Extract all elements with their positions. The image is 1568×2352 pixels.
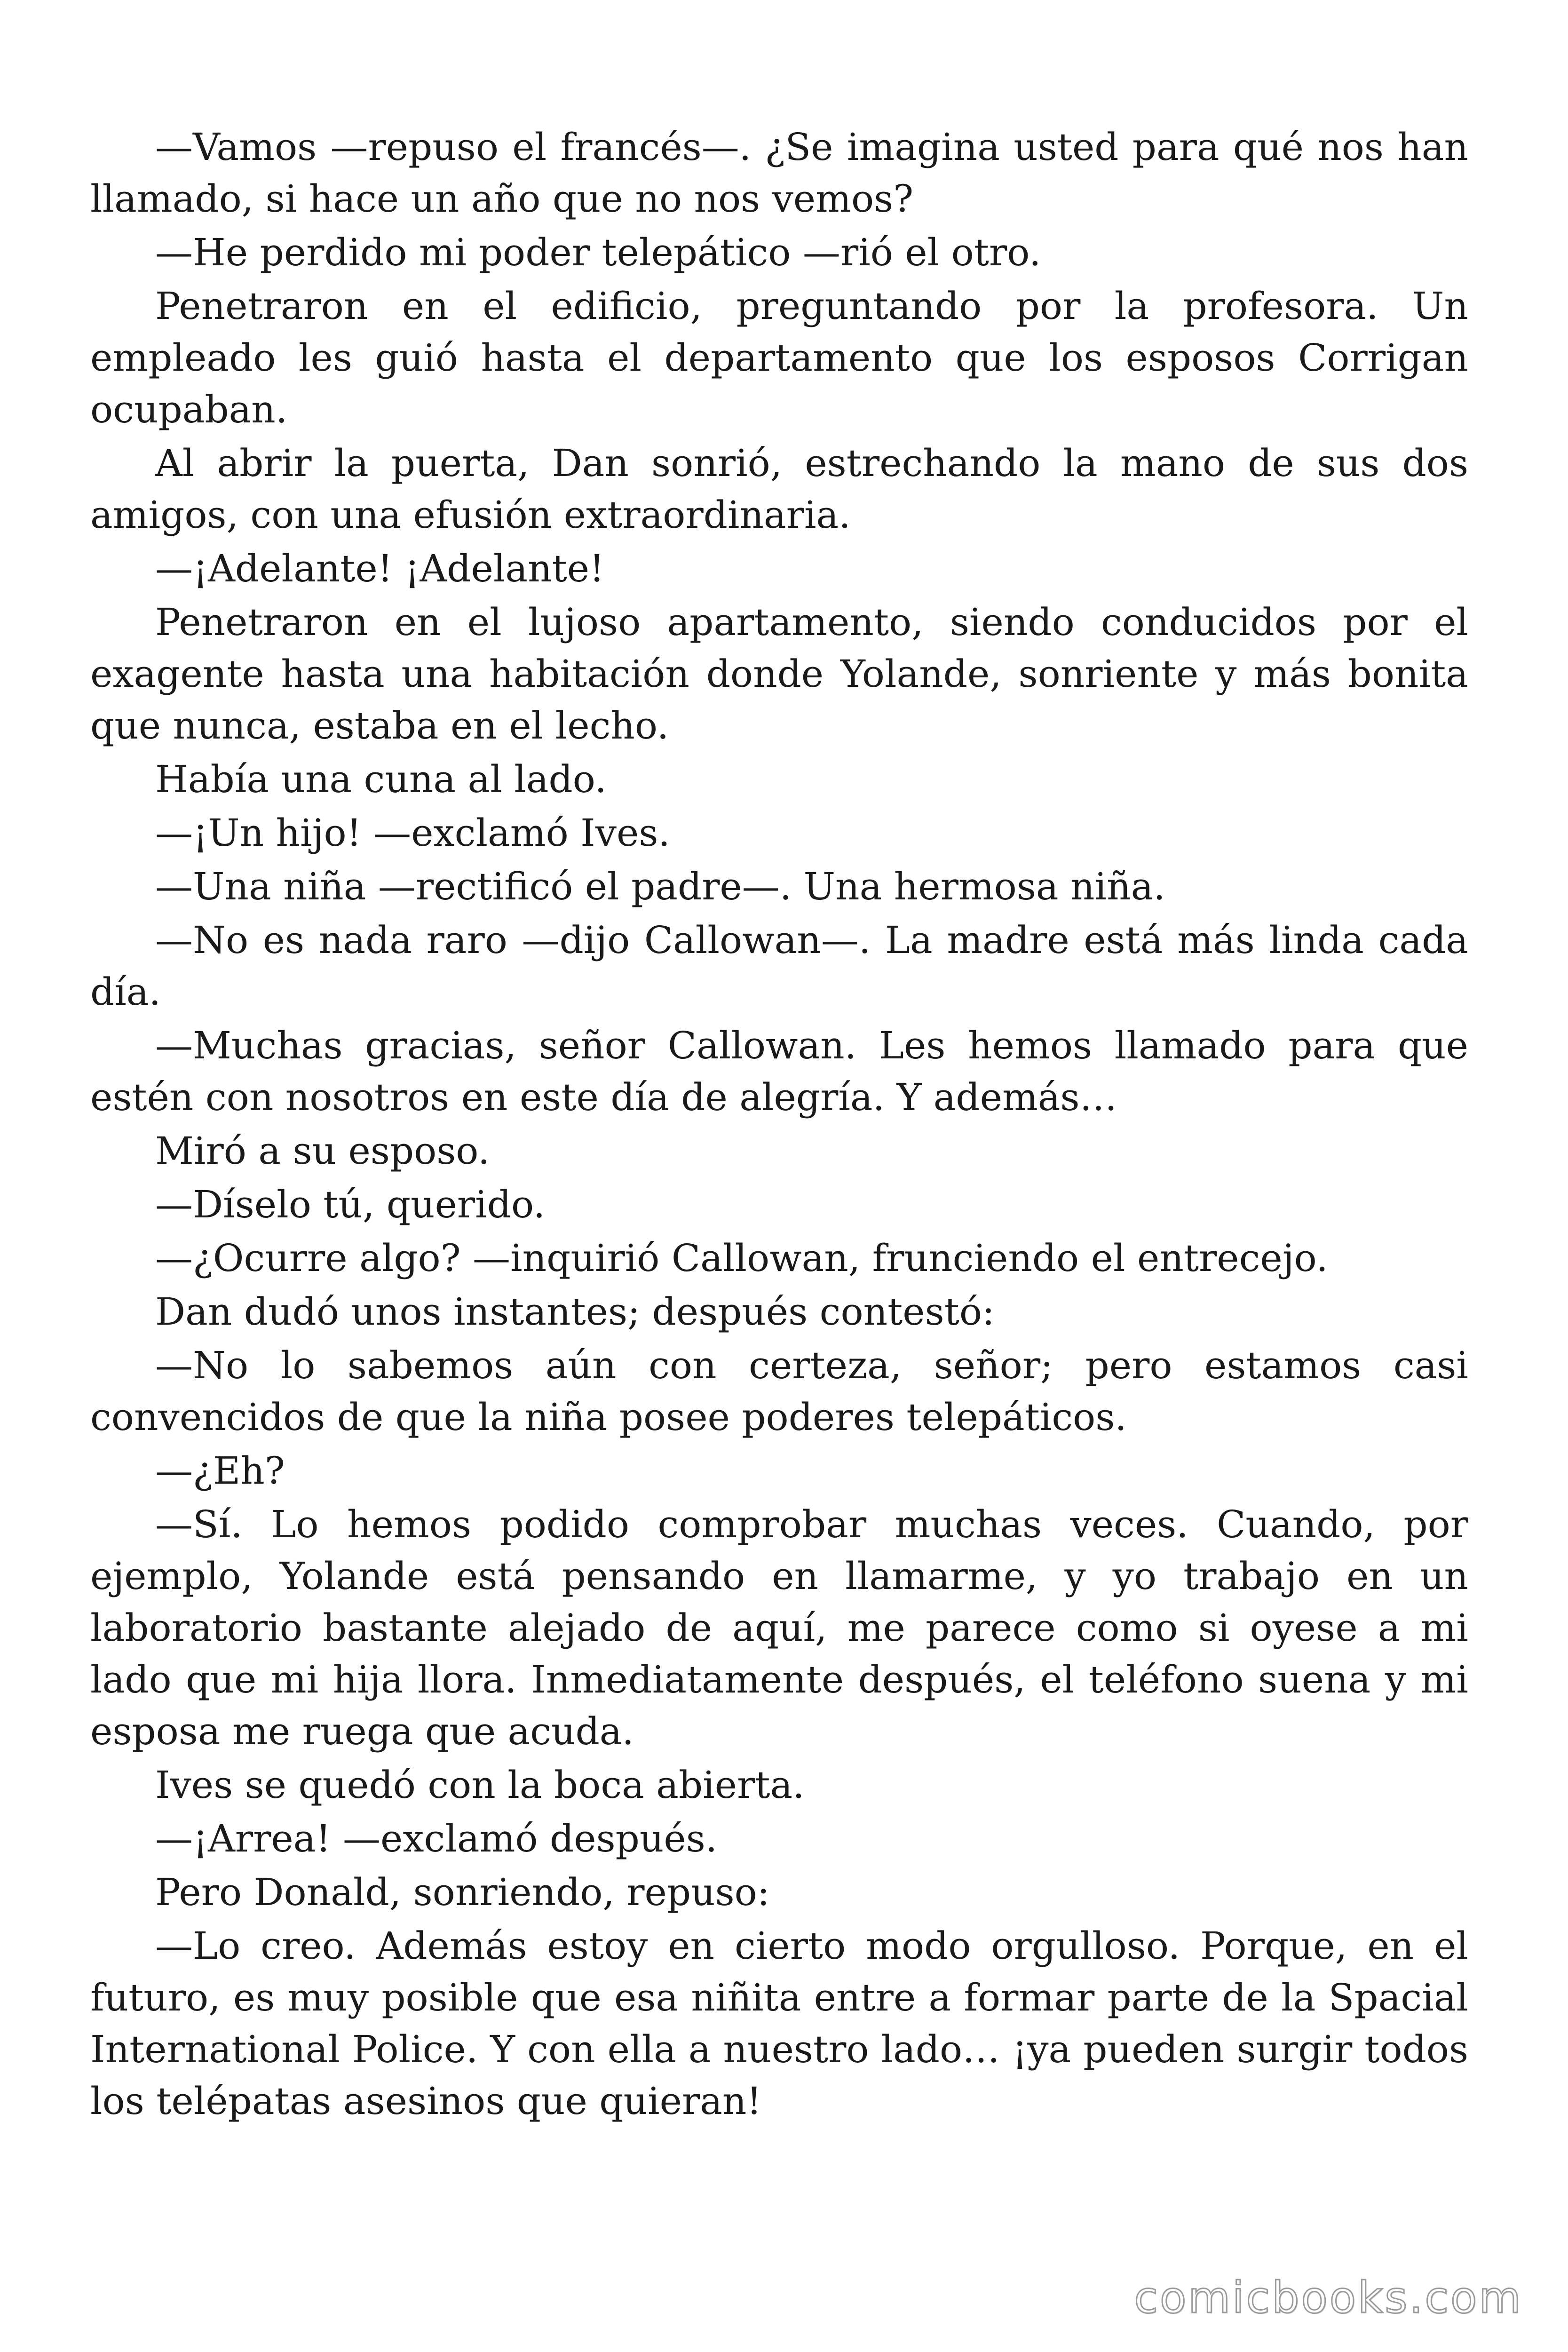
paragraph: —No es nada raro —dijo Callowan—. La madre está más linda cada día.	[90, 918, 1468, 1014]
paragraph: —Muchas gracias, señor Callowan. Les hemos llamado para que estén con nosotros en este día de alegría. Y además…	[90, 1024, 1468, 1119]
paragraph: —Una niña —rectificó el padre—. Una hermosa niña.	[155, 865, 1165, 908]
paragraph: Había una cuna al lado.	[155, 757, 607, 801]
body-text	[90, 121, 1468, 2129]
paragraph: Pero Donald, sonriendo, repuso:	[155, 1870, 770, 1914]
paragraph: —Lo creo. Además estoy en cierto modo orgulloso. Porque, en el futuro, es muy posible que esa niñita entre a formar parte de la Spacial International Police. Y con ella a nuestro lado… ¡ya pueden surgir todos los telépatas asesinos que quieran!	[90, 1924, 1468, 2123]
paragraph: —¿Ocurre algo? —inquirió Callowan, frunciendo el entrecejo.	[155, 1236, 1328, 1280]
paragraph: Al abrir la puerta, Dan sonrió, estrechando la mano de sus dos amigos, con una efusión extraordinaria.	[90, 441, 1468, 537]
paragraph: Dan dudó unos instantes; después contestó:	[155, 1290, 995, 1334]
paragraph: Miró a su esposo.	[155, 1129, 490, 1173]
paragraph: —No lo sabemos aún con certeza, señor; pero estamos casi convencidos de que la niña posee poderes telepáticos.	[90, 1343, 1468, 1439]
paragraph: Penetraron en el lujoso apartamento, siendo conducidos por el exagente hasta una habitación donde Yolande, sonriente y más bonita que nunca, estaba en el lecho.	[90, 600, 1468, 747]
paragraph: —¡Arrea! —exclamó después.	[155, 1817, 718, 1860]
paragraph: —He perdido mi poder telepático —rió el otro.	[155, 230, 1041, 274]
paragraph: Penetraron en el edificio, preguntando por la profesora. Un empleado les guió hasta el departamento que los esposos Corrigan ocupaban.	[90, 284, 1468, 431]
paragraph: —¡Un hijo! —exclamó Ives.	[155, 811, 670, 855]
paragraph: —¡Adelante! ¡Adelante!	[155, 547, 605, 590]
paragraph: Ives se quedó con la boca abierta.	[155, 1763, 805, 1807]
paragraph: —Vamos —repuso el francés—. ¿Se imagina usted para qué nos han llamado, si hace un año que no nos vemos?	[90, 125, 1468, 221]
paragraph: —Díselo tú, querido.	[155, 1183, 546, 1226]
site-watermark: comicbooks.com	[1134, 2273, 1523, 2323]
paragraph: —¿Eh?	[155, 1449, 285, 1493]
paragraph: —Sí. Lo hemos podido comprobar muchas veces. Cuando, por ejemplo, Yolande está pensando en llamarme, y yo trabajo en un laboratorio bastante alejado de aquí, me parece como si oyese a mi lado que mi hija llora. Inmediatamente después, el teléfono suena y mi esposa me ruega que acuda.	[90, 1502, 1468, 1753]
